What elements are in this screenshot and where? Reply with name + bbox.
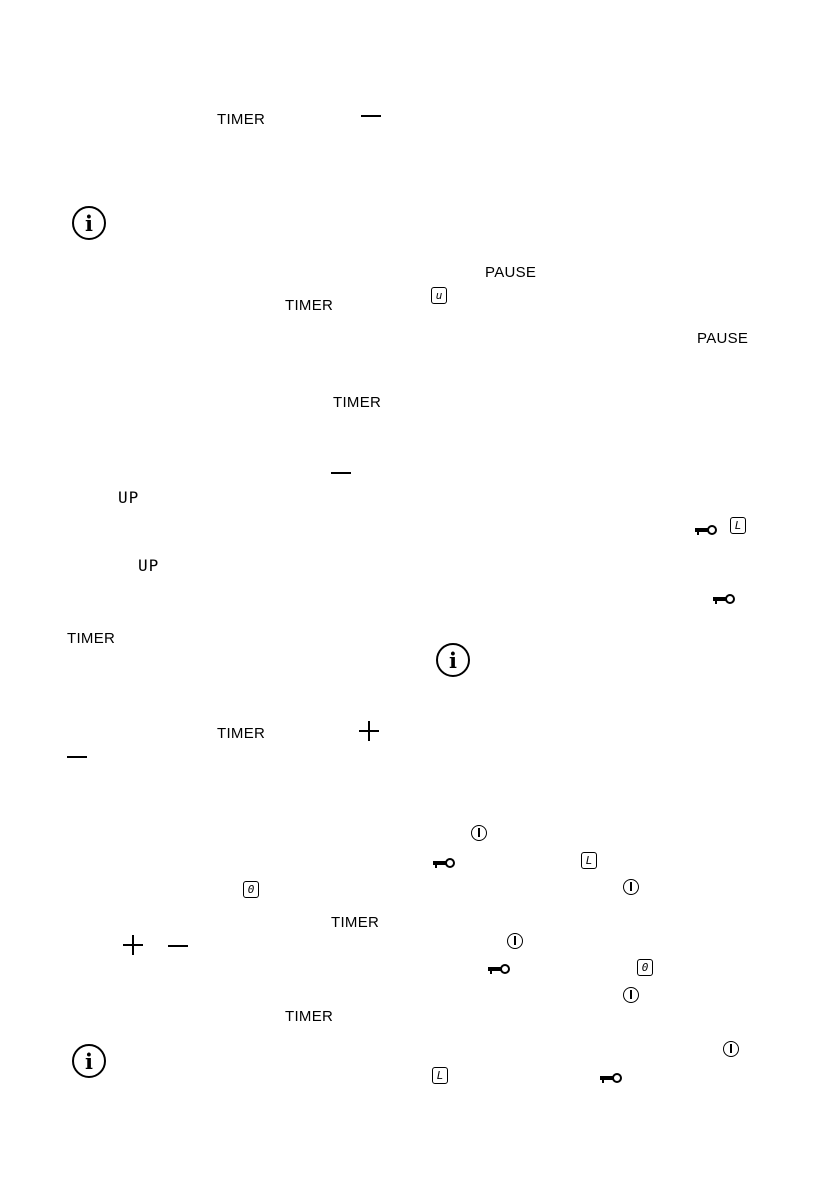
lock-display-symbol: L [432,1067,448,1084]
zero-display-symbol: 0 [243,881,259,898]
timer-label: TIMER [217,111,266,128]
info-icon: i [72,1044,106,1078]
pause-display-symbol: u [431,287,447,304]
power-icon [723,1041,739,1057]
minus-icon [361,115,381,117]
lock-display-symbol: L [730,517,746,534]
key-icon [600,1073,622,1083]
up-display-symbol: UP [118,488,140,507]
key-icon [713,594,735,604]
key-icon [488,964,510,974]
power-icon [471,825,487,841]
lock-display-symbol: L [581,852,597,869]
minus-icon [168,945,188,947]
power-icon [623,879,639,895]
info-icon: i [72,206,106,240]
info-icon: i [436,643,470,677]
key-icon [433,858,455,868]
power-icon [623,987,639,1003]
power-icon [507,933,523,949]
timer-label: TIMER [333,394,382,411]
zero-display-symbol: 0 [637,959,653,976]
minus-icon [67,756,87,758]
timer-label: TIMER [67,630,116,647]
timer-label: TIMER [331,914,380,931]
timer-label: TIMER [285,1008,334,1025]
key-icon [695,525,717,535]
plus-icon [123,935,143,955]
pause-label: PAUSE [697,330,749,347]
timer-label: TIMER [217,725,266,742]
minus-icon [331,472,351,474]
timer-label: TIMER [285,297,334,314]
up-display-symbol: UP [138,556,160,575]
pause-label: PAUSE [485,264,537,281]
plus-icon [359,721,379,741]
